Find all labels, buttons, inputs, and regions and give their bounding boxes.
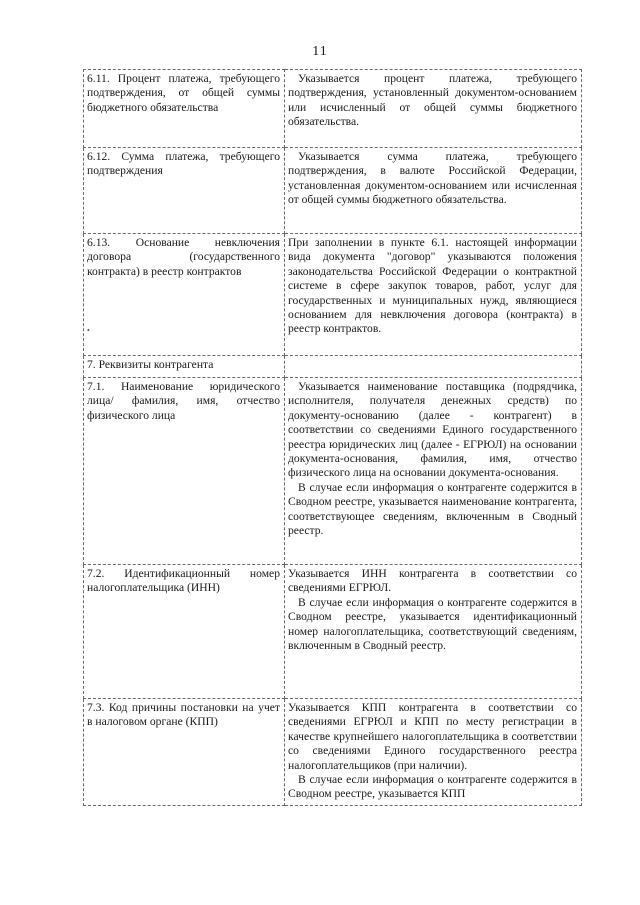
table-row	[84, 356, 582, 378]
field-name-cell	[84, 565, 285, 699]
field-name-cell	[84, 699, 285, 806]
field-description-cell	[285, 378, 582, 565]
field-description-cell	[285, 699, 582, 806]
table-row	[84, 378, 582, 565]
field-description: Указывается процент платежа, требующего подтверждения, установленный документом-основанием или исчисленный от общей суммы бюджетного обязательства.	[288, 72, 577, 129]
field-name-cell	[84, 70, 285, 148]
field-description-cell	[285, 148, 582, 234]
field-description: Указывается ИНН контрагента в соответствии со сведениями ЕГРЮЛ.	[288, 567, 577, 595]
field-description-cell	[285, 565, 582, 699]
field-description-cell	[285, 70, 582, 148]
section-heading: 7. Реквизиты контрагента	[87, 358, 214, 371]
field-name: 7.2. Идентификационный номер налогоплательщика (ИНН)	[87, 567, 280, 595]
field-description: Указывается наименование поставщика (подрядчика, исполнителя, получателя денежных средств) по документу-основанию (далее - контрагент) в соответствии со сведениями Единого государственного реестра юридических лиц (далее - ЕГРЮЛ) на основании документа-основания, фамилия, имя, отчество физического лица на основании документа-основания.	[288, 380, 577, 480]
field-name: 6.12. Сумма платежа, требующего подтверждения	[87, 150, 280, 178]
empty-cell	[285, 356, 582, 378]
requirements-table	[83, 69, 582, 806]
section-heading-cell	[84, 356, 285, 378]
table-row	[84, 234, 582, 356]
field-description: В случае если информация о контрагенте содержится в Сводном реестре, указывается КПП	[288, 773, 577, 801]
field-description: Указывается сумма платежа, требующего подтверждения, в валюте Российской Федерации, установленная документом-основанием или исчисленная от общей суммы бюджетного обязательства.	[288, 150, 577, 207]
field-name: 6.11. Процент платежа, требующего подтверждения, от общей суммы бюджетного обязательства	[87, 72, 280, 114]
field-name-cell	[84, 148, 285, 234]
margin-mark: •	[87, 326, 90, 336]
table-row	[84, 70, 582, 148]
field-name: 7.1. Наименование юридического лица/ фамилия, имя, отчество физического лица	[87, 380, 280, 422]
field-name: 6.13. Основание невключения договора (государственного контракта) в реестр контрактов	[87, 236, 280, 278]
table-row	[84, 699, 582, 806]
table-row	[84, 565, 582, 699]
field-description: Указывается КПП контрагента в соответствии со сведениями ЕГРЮЛ и КПП по месту регистрации в качестве крупнейшего налогоплательщика в соответствии со сведениями Единого государственного реестра налогоплательщиков (при наличии).	[288, 701, 577, 772]
table-row	[84, 148, 582, 234]
field-description: При заполнении в пункте 6.1. настоящей информации вида документа "договор" указываются положения законодательства Российской Федерации о контрактной системе в сфере закупок товаров, работ, услуг для государственных и муниципальных нужд, являющиеся основанием для невключения договора (контракта) в реестр контрактов.	[288, 236, 577, 336]
field-name-cell	[84, 234, 285, 356]
field-name-cell	[84, 378, 285, 565]
page-number: 11	[312, 44, 328, 59]
field-description-cell	[285, 234, 582, 356]
field-name: 7.3. Код причины постановки на учет в налоговом органе (КПП)	[87, 701, 280, 729]
field-description: В случае если информация о контрагенте содержится в Сводном реестре, указывается наименование контрагента, соответствующее сведениям, включенным в Сводный реестр.	[288, 480, 577, 538]
field-description: В случае если информация о контрагенте содержится в Сводном реестре, указывается идентификационный номер налогоплательщика, соответствующий сведениям, включенным в Сводный реестр.	[288, 595, 577, 653]
